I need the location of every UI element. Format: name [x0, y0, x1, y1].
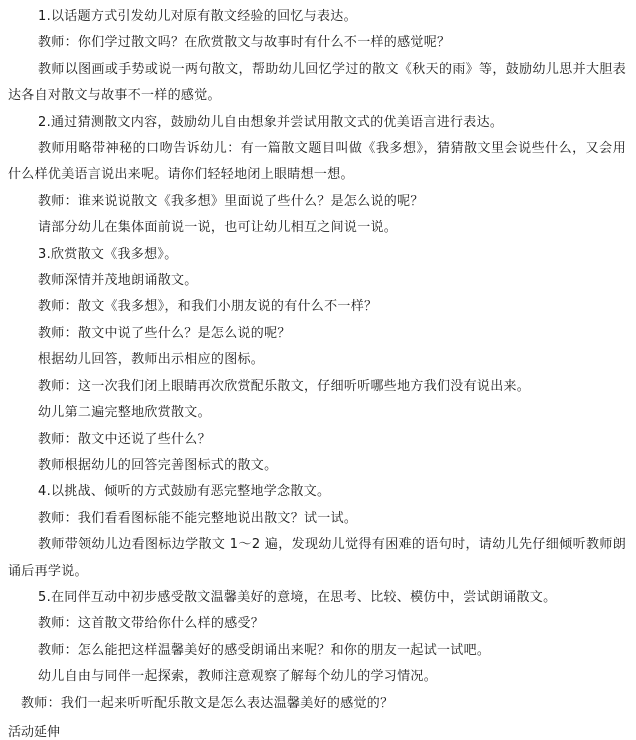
teacher-prompt: 教师：怎么能把这样温馨美好的感受朗诵出来呢？和你的朋友一起试一试吧。 [38, 642, 491, 658]
teacher-prompt: 教师用略带神秘的口吻告诉幼儿：有一篇散文题目叫做《我多想》，猜猜散文里会说些什么，又会用什么样优美语言说出来呢。请你们轻轻地闭上眼睛想一想。 [8, 141, 626, 183]
step-4-heading: 4.以挑战、倾听的方式鼓励有恶完整地学念散文。 [38, 484, 331, 500]
teacher-question: 教师：这首散文带给你什么样的感受？ [38, 616, 265, 632]
instruction: 教师深情并茂地朗诵散文。 [38, 273, 198, 289]
step-1-heading: 1.以话题方式引发幼儿对原有散文经验的回忆与表达。 [38, 9, 357, 24]
cut-off-text: 活动延伸 [8, 725, 61, 740]
teacher-question: 教师：散文《我多想》，和我们小朋友说的有什么不一样？ [38, 299, 378, 315]
cut-off-text-line [8, 725, 68, 740]
document-body [0, 4, 636, 717]
teacher-prompt: 教师：这一次我们闭上眼睛再次欣赏配乐散文，仔细听听哪些地方我们没有说出来。 [38, 378, 531, 394]
instruction: 幼儿第二遍完整地欣赏散文。 [38, 405, 211, 421]
teacher-question: 教师：散文中还说了些什么？ [38, 431, 211, 447]
teacher-question: 教师：我们一起来听听配乐散文是怎么表达温馨美好的感觉的？ [21, 695, 394, 711]
teacher-guidance: 教师以图画或手势或说一两句散文，帮助幼儿回忆学过的散文《秋天的雨》等，鼓励幼儿思并大胆表达各自对散文与故事不一样的感觉。 [8, 61, 626, 104]
instruction: 请部分幼儿在集体面前说一说，也可让幼儿相互之间说一说。 [38, 220, 398, 236]
step-5-heading: 5.在同伴互动中初步感受散文温馨美好的意境，在思考、比较、模仿中，尝试朗诵散文。 [38, 589, 557, 605]
teacher-question: 教师：谁来说说散文《我多想》里面说了些什么？是怎么说的呢？ [38, 193, 424, 209]
teacher-question: 教师：散文中说了些什么？是怎么说的呢？ [38, 325, 291, 341]
instruction: 教师根据幼儿的回答完善图标式的散文。 [38, 457, 278, 473]
step-2-heading: 2.通过猜测散文内容，鼓励幼儿自由想象并尝试用散文式的优美语言进行表达。 [38, 114, 504, 130]
instruction: 根据幼儿回答，教师出示相应的图标。 [38, 352, 265, 368]
teacher-question: 教师：你们学过散文吗？在欣赏散文与故事时有什么不一样的感觉呢？ [38, 35, 451, 51]
instruction: 教师带领幼儿边看图标边学散文 1～2 遍，发现幼儿觉得有困难的语句时，请幼儿先仔细倾听教师朗诵后再学说。 [8, 537, 626, 579]
teacher-prompt: 教师：我们看看图标能不能完整地说出散文？试一试。 [38, 510, 358, 526]
instruction: 幼儿自由与同伴一起探索，教师注意观察了解每个幼儿的学习情况。 [38, 669, 438, 685]
step-3-heading: 3.欣赏散文《我多想》。 [38, 246, 178, 262]
